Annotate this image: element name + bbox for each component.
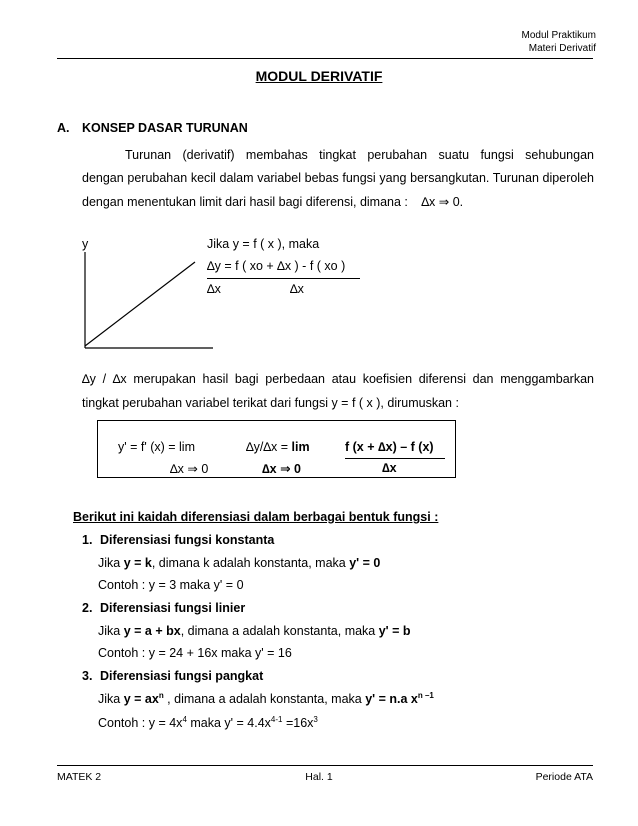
- graph-y-label: y: [82, 237, 89, 251]
- limit-condition: ∆x ⇒ 0.: [421, 195, 464, 209]
- rule-3-example-exp3: 3: [313, 715, 318, 724]
- footer-page-number: Hal. 1: [305, 771, 333, 783]
- section-a-label: A.: [57, 121, 70, 135]
- formula-denominator: ∆x: [382, 461, 397, 475]
- section-a-paragraph-line2: dengan perubahan kecil dalam variabel bebas fungsi yang bersangkutan. Turunan diperoleh: [82, 171, 594, 185]
- formula-middle: [246, 440, 310, 454]
- rule-1-function: y = k: [123, 556, 152, 570]
- rule-3-result: y' = n.a x: [365, 692, 418, 706]
- delta-x-denominator-2: ∆x: [290, 282, 304, 296]
- rule-2-title: Diferensiasi fungsi linier: [100, 601, 246, 615]
- section-a-paragraph-line3: [82, 194, 463, 209]
- header-divider: [57, 58, 593, 59]
- rule-1-jika: Jika: [98, 556, 124, 570]
- graph-axes: [75, 252, 215, 352]
- rules-heading: Berikut ini kaidah diferensiasi dalam berbagai bentuk fungsi :: [73, 510, 439, 524]
- rule-3-title: Diferensiasi fungsi pangkat: [100, 669, 264, 683]
- section-a-heading: KONSEP DASAR TURUNAN: [82, 121, 248, 135]
- section-a-paragraph-line1: Turunan (derivatif) membahas tingkat perubahan suatu fungsi sehubungan: [125, 148, 594, 162]
- footer-divider: [57, 765, 593, 766]
- header-module-label: Modul Praktikum: [521, 30, 596, 41]
- rule-3-number: 3.: [82, 669, 93, 683]
- rule-2-function: y = a + bx: [123, 624, 181, 638]
- rule-2-number: 2.: [82, 601, 93, 615]
- rule-3-example-start: Contoh : y = 4x: [98, 716, 183, 730]
- rule-2-statement: [98, 624, 411, 638]
- rule-2-example: Contoh : y = 24 + 16x maka y' = 16: [98, 646, 292, 660]
- footer-course: MATEK 2: [57, 771, 102, 783]
- rule-3-function: y = ax: [123, 692, 159, 706]
- rule-3-example-middle: maka y' = 4.4x: [186, 716, 271, 730]
- header-material-label: Materi Derivatif: [528, 43, 596, 54]
- delta-x-denominator-1: ∆x: [207, 282, 221, 296]
- fraction-bar: [207, 278, 360, 279]
- rule-3-example-exp1: 4: [182, 715, 187, 724]
- rule-2-condition: , dimana a adalah konstanta, maka: [180, 624, 379, 638]
- formula-lhs: y' = f' (x) = lim: [118, 440, 196, 454]
- delta-y-numerator: ∆y = f ( xo + ∆x ) - f ( xo ): [207, 259, 346, 273]
- rule-3-condition: , dimana a adalah konstanta, maka: [163, 692, 366, 706]
- rule-1-result: y' = 0: [349, 556, 381, 570]
- footer-period: Periode ATA: [535, 771, 593, 783]
- rule-1-condition: , dimana k adalah konstanta, maka: [151, 556, 350, 570]
- formula-fraction-bar: [345, 458, 445, 459]
- formula-numerator: f (x + ∆x) – f (x): [345, 440, 434, 454]
- rule-3-jika: Jika: [98, 692, 124, 706]
- rule-1-number: 1.: [82, 533, 93, 547]
- rule-3-function-exponent: n: [158, 691, 164, 700]
- formula-limit-sub2: ∆x ⇒ 0: [262, 462, 301, 476]
- paragraph-line3-text: dengan menentukan limit dari hasil bagi diferensi, dimana :: [82, 195, 408, 209]
- rule-1-example: Contoh : y = 3 maka y' = 0: [98, 578, 244, 592]
- rule-3-example-exp2: 4-1: [270, 715, 283, 724]
- rule-3-statement: [98, 692, 434, 706]
- graph-jika-line: Jika y = f ( x ), maka: [207, 237, 320, 251]
- formula-middle-lim: lim: [291, 440, 310, 454]
- rule-3-result-exponent: n –1: [417, 691, 434, 700]
- rule-3-example: [98, 716, 318, 730]
- formula-middle-ratio: ∆y/∆x =: [246, 440, 292, 454]
- ratio-paragraph-line2: tingkat perubahan variabel terikat dari fungsi y = f ( x ), dirumuskan :: [82, 396, 459, 410]
- formula-limit-sub1: ∆x ⇒ 0: [170, 462, 209, 476]
- function-line: [85, 262, 195, 346]
- rule-3-example-end: =16x: [282, 716, 314, 730]
- rule-1-title: Diferensiasi fungsi konstanta: [100, 533, 275, 547]
- rule-2-result: y' = b: [378, 624, 411, 638]
- rule-1-statement: [98, 556, 380, 570]
- ratio-paragraph-line1: ∆y / ∆x merupakan hasil bagi perbedaan atau koefisien diferensi dan menggambarkan: [82, 372, 594, 386]
- page-title: MODUL DERIVATIF: [255, 68, 383, 84]
- rule-2-jika: Jika: [98, 624, 124, 638]
